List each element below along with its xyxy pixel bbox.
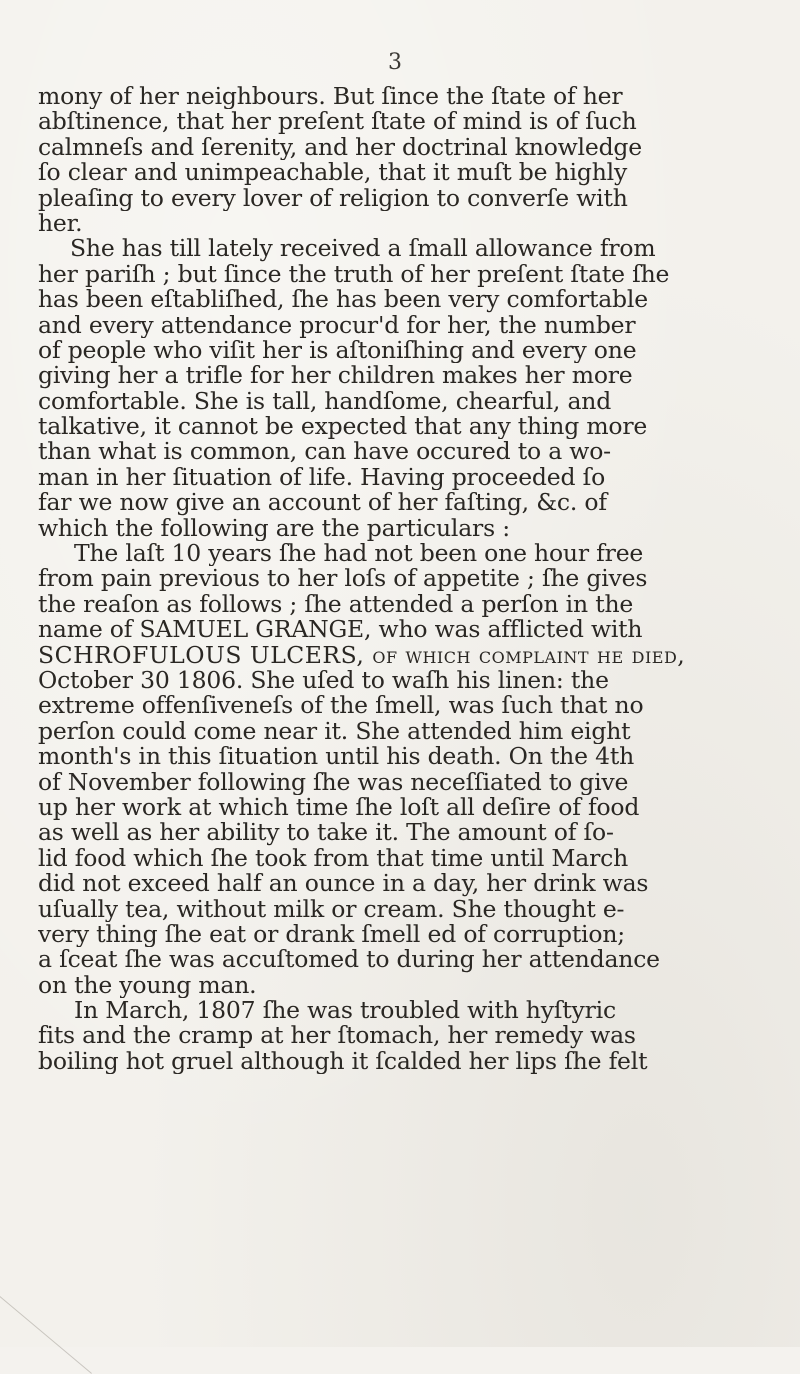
body-text bbox=[38, 84, 778, 1074]
text-line: from pain previous to her loſs of appetite ; ſhe gives bbox=[38, 566, 648, 592]
text-line: calmneſs and ſerenity, and her doctrinal knowledge bbox=[38, 134, 642, 161]
text-line: of November following ſhe was neceſſiated to give bbox=[38, 769, 629, 795]
text-line: far we now give an account of her faſting, &c. of bbox=[38, 490, 607, 516]
paragraph-start-line: In March, 1807 ſhe was troubled with hyſtyric bbox=[74, 998, 616, 1024]
text-line: very thing ſhe eat or drank ſmell ed of corruption; bbox=[38, 921, 625, 948]
text-line: has been eſtabliſhed, ſhe has been very comfortable bbox=[38, 287, 648, 313]
text-line: ſo clear and unimpeachable, that it muſt be highly bbox=[38, 160, 628, 186]
text-line: mony of her neighbours. But ſince the ſtate of her bbox=[38, 84, 623, 110]
text-line: as well as her ability to take it. The amount of ſo- bbox=[38, 820, 614, 846]
text-line: month's in this ſituation until his death. On the 4th bbox=[38, 744, 635, 770]
text-line: up her work at which time ſhe loſt all deſire of food bbox=[38, 794, 640, 821]
text-line: perſon could come near it. She attended him eight bbox=[38, 718, 631, 745]
paragraph-start-line: She has till lately received a ſmall allowance from bbox=[70, 236, 656, 262]
text-line: uſually tea, without milk or cream. She thought e- bbox=[38, 896, 625, 922]
text-line: pleaſing to every lover of religion to converſe with bbox=[38, 185, 628, 211]
text-line: and every attendance procur'd for her, the number bbox=[38, 312, 636, 338]
text-line: man in her ſituation of life. Having proceeded ſo bbox=[38, 464, 606, 491]
text-line: SCHROFULOUS ULCERS, of which complaint he died, bbox=[38, 642, 686, 668]
text-line: boiling hot gruel although it ſcalded her lips ſhe felt bbox=[38, 1048, 648, 1075]
paragraph-start-line: The laſt 10 years ſhe had not been one hour free bbox=[74, 541, 644, 567]
text-line: her pariſh ; but ſince the truth of her preſent ſtate ſhe bbox=[38, 261, 670, 288]
text-line: extreme offenſiveneſs of the ſmell, was ſuch that no bbox=[38, 693, 644, 719]
text-line: giving her a trifle for her children makes her more bbox=[38, 363, 633, 389]
text-line: the reaſon as follows ; ſhe attended a perſon in the bbox=[38, 591, 634, 618]
text-line: than what is common, can have occured to a wo- bbox=[38, 439, 611, 465]
text-line: of people who viſit her is aſtoniſhing and every one bbox=[38, 337, 637, 364]
text-line: abſtinence, that her preſent ſtate of mind is of ſuch bbox=[38, 109, 637, 135]
text-line: on the young man. bbox=[38, 972, 257, 999]
text-line: lid food which ſhe took from that time until March bbox=[38, 845, 629, 872]
text-line: which the following are the particulars : bbox=[38, 515, 510, 542]
text-line: October 30 1806. She uſed to waſh his linen: the bbox=[38, 667, 609, 694]
text-line: a ſceat ſhe was accuſtomed to during her attendance bbox=[38, 947, 660, 973]
text-line: her. bbox=[38, 210, 83, 237]
page-number: 3 bbox=[388, 50, 403, 75]
text-line: fits and the cramp at her ſtomach, her remedy was bbox=[38, 1023, 636, 1049]
text-line: name of SAMUEL GRANGE, who was afflicted with bbox=[38, 617, 643, 643]
paper-crease bbox=[0, 1296, 92, 1374]
text-line: comfortable. She is tall, handſome, chearful, and bbox=[38, 388, 612, 415]
text-line: talkative, it cannot be expected that any thing more bbox=[38, 414, 648, 440]
text-line: did not exceed half an ounce in a day, her drink was bbox=[38, 871, 649, 897]
